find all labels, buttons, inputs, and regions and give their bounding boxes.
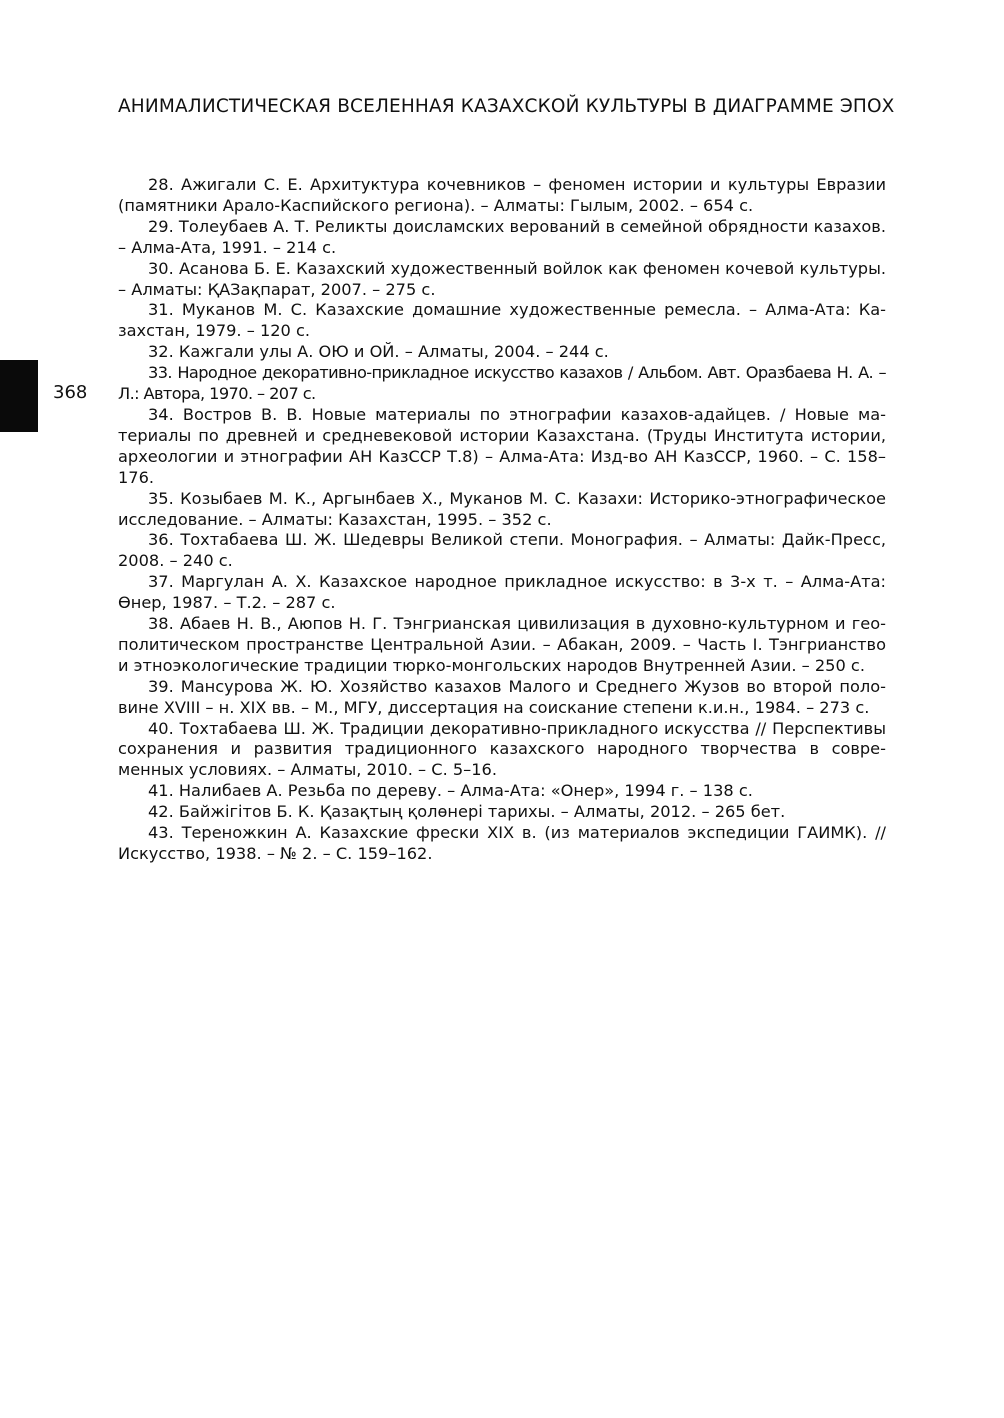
reference-item: 35. Козыбаев М. К., Аргынбаев Х., Муканов М. С. Казахи: Историко-этнографическое исследование. – Алматы: Казахстан, 1995. – 352 с. — [118, 488, 886, 529]
reference-item: 37. Маргулан А. Х. Казахское народное прикладное искусство: в 3-х т. – Алма-Ата: Өнер, 1987. – Т.2. – 287 с. — [118, 572, 886, 613]
reference-item: 32. Кажгали улы А. ОЮ и ОЙ. – Алматы, 2004. – 244 с. — [148, 342, 609, 362]
reference-item: 33. Народное декоративно-прикладное искусство казахов / Альбом. Авт. Оразбаева Н. А. – Л.: Автора, 1970. – 207 с. — [118, 363, 886, 404]
running-header: АНИМАЛИСТИЧЕСКАЯ ВСЕЛЕННАЯ КАЗАХСКОЙ КУЛЬТУРЫ В ДИАГРАММЕ ЭПОХ — [118, 96, 895, 117]
reference-item: 28. Ажигали С. Е. Архитуктура кочевников – феномен истории и культуры Евразии (памятники Арало-Каспийского региона). – Алматы: Гылым, 2002. – 654 с. — [118, 175, 886, 215]
reference-list — [118, 175, 886, 865]
reference-item: 31. Муканов М. С. Казахские домашние художественные ремесла. – Алма-Ата: Казахстан, 1979. – 120 с. — [118, 300, 886, 341]
thumb-index-tab — [0, 360, 38, 432]
reference-item: 41. Налибаев А. Резьба по дереву. – Алма-Ата: «Онер», 1994 г. – 138 с. — [148, 781, 753, 801]
reference-item: 43. Тереножкин А. Казахские фрески XIX в. (из материалов экспедиции ГАИМК). // Искусство, 1938. – № 2. – С. 159–162. — [118, 823, 886, 863]
reference-item: 36. Тохтабаева Ш. Ж. Шедевры Великой степи. Монография. – Алматы: Дайк-Пресс, 2008. – 240 с. — [118, 530, 886, 571]
reference-item: 30. Асанова Б. Е. Казахский художественный войлок как феномен кочевой культуры. – Алматы: ҚАЗақпарат, 2007. – 275 с. — [118, 258, 886, 299]
reference-item: 39. Мансурова Ж. Ю. Хозяйство казахов Малого и Среднего Жузов во второй половине XVIII – н. XIX вв. – М., МГУ, диссертация на соискание степени к.и.н., 1984. – 273 с. — [118, 676, 886, 717]
reference-item: 40. Тохтабаева Ш. Ж. Традиции декоративно-прикладного искусства // Перспективы сохранения и развития традиционного казахского народного творчества в современных условиях. – Алматы, 2010. – С. 5–16. — [118, 718, 886, 780]
reference-item: 42. Байжігітов Б. К. Қазақтың қолөнері тарихы. – Алматы, 2012. – 265 бет. — [148, 802, 786, 822]
page-number: 368 — [53, 382, 88, 403]
reference-item: 38. Абаев Н. В., Аюпов Н. Г. Тэнгрианская цивилизация в духовно-культурном и геополитическом пространстве Центральной Азии. – Абакан, 2009. – Часть I. Тэнгрианство и этноэкологические традиции тюрко-монгольских народов Внутренней Азии. – 250 с. — [118, 614, 886, 675]
reference-item: 29. Толеубаев А. Т. Реликты доисламских верований в семейной обрядности казахов. – Алма-Ата, 1991. – 214 с. — [118, 216, 886, 257]
reference-item: 34. Востров В. В. Новые материалы по этнографии казахов-адайцев. / Новые материалы по древней и средневековой истории Казахстана. (Труды Института истории, археологии и этнографии АН КазССР Т.8) – Алма-Ата: Изд-во АН КазССР, 1960. – С. 158–176. — [118, 404, 886, 487]
